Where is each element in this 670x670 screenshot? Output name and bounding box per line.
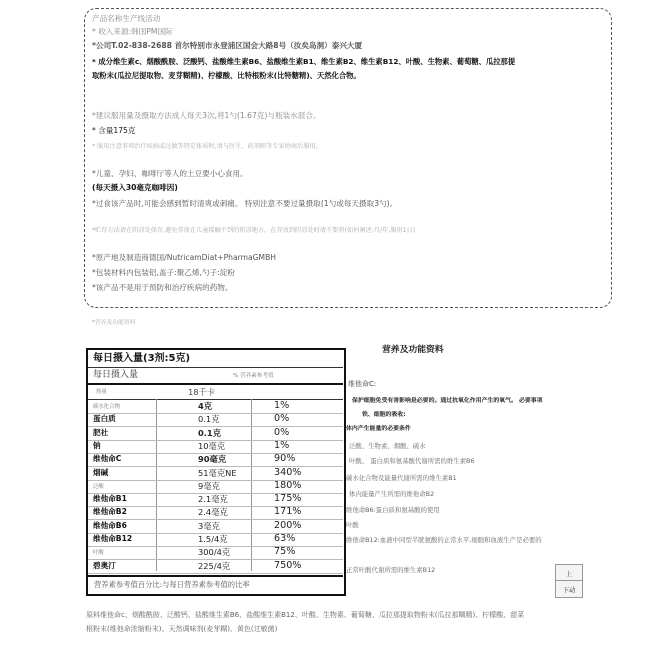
calories-value: 18千卡	[188, 387, 216, 397]
nutrient-amount: 3毫克	[198, 520, 220, 531]
nutrient-row	[88, 413, 343, 427]
nutrient-percent: 63%	[274, 533, 296, 544]
nutrient-percent: 750%	[274, 559, 302, 571]
nutrient-name: 维他命C	[93, 454, 122, 464]
company-info: *公司T.02-838-2688 首尔特别市永登浦区国会大路8号（汝矣岛洞）泰兴大厦	[92, 41, 363, 50]
vitc-label: 维他命C:	[348, 380, 377, 388]
nutrient-row	[88, 400, 343, 414]
function-line: 铁、细胞的吸收:	[362, 412, 406, 418]
nutrient-percent: 1%	[274, 439, 290, 451]
disclaimer-info: *该产品不是用于预防和治疗疾病的药物。	[92, 283, 233, 292]
product-info-box	[84, 8, 612, 308]
medicine-note: * 服用注意事项治疗疾病或过敏等特定体质时,请与医生、药剂师等专家协商后服用。	[92, 143, 322, 150]
nutrient-name: 钠	[93, 440, 101, 450]
nutrient-row	[88, 453, 343, 467]
table-footnote: 营养素参考值百分比:与每日营养素参考值的比率	[94, 580, 250, 589]
page-down-button[interactable]: 下动	[555, 580, 583, 598]
nutrient-row	[88, 427, 343, 441]
nutrient-percent: 0%	[274, 426, 290, 438]
nutrient-row	[88, 533, 343, 547]
nutrient-amount: 51毫克NE	[198, 467, 237, 478]
nutrient-amount: 300/4克	[198, 547, 231, 558]
nutrient-amount: 1.5/4克	[198, 534, 228, 544]
packaging-info: *包装材料内包装铝,盖子:聚乙烯,勺子:淀粉	[92, 268, 235, 277]
nutrient-name: 碳水化合物	[93, 404, 120, 410]
nutrient-amount: 225/4克	[198, 560, 231, 571]
nutrient-percent: 180%	[274, 479, 302, 491]
nutrient-percent: 0%	[274, 413, 290, 425]
nutrient-amount: 2.4毫克	[198, 507, 228, 518]
dosage-info: *建议服用量及摄取方法成人每天3次,将1勺(1.67克)与瓶装水混合。	[92, 111, 321, 120]
function-line: 维他命B12:血液中同型半胱氨酸的正常水平,细胞和血液生产是必要的	[346, 536, 542, 544]
nutrient-name: 蛋白质	[93, 414, 116, 424]
caffeine-info: (每天摄入30毫克咖啡因)	[92, 183, 178, 192]
nutrient-row	[88, 546, 343, 560]
nutrient-amount: 0.1克	[198, 427, 221, 438]
nutrient-amount: 10毫克	[198, 440, 226, 451]
nutrient-name: 维他命B12	[93, 534, 133, 543]
nutrient-amount: 90毫克	[198, 454, 227, 465]
content-info: * 含量175克	[92, 126, 136, 135]
nutrient-amount: 0.1克	[198, 414, 220, 425]
nutrient-amount: 9毫克	[198, 480, 220, 491]
nutrient-row	[88, 440, 343, 454]
function-line: 泛酸、生物素、烟酸、硫水	[349, 442, 426, 450]
product-name: 产品名称生产线活动	[92, 14, 161, 23]
nutrient-amount: 4克	[198, 401, 213, 411]
nutrient-row	[88, 467, 343, 481]
nutrient-percent: 175%	[274, 493, 302, 505]
nutrient-row	[88, 560, 343, 574]
nutrient-row	[88, 506, 343, 520]
nutrient-percent: 340%	[274, 466, 302, 478]
nutrient-name: 维他命B6	[93, 520, 127, 530]
ingredients-line-1: * 成分维生素c、烟酸酰胺、泛酸钙、盐酸维生素B6、盐酸维生素B1、维生素B2、维生素B12、叶酸、生物素、葡萄糖、瓜拉那提	[92, 57, 516, 66]
function-line: 体内能量产生所需的维他命B2	[349, 490, 435, 498]
nutrient-percent: 1%	[274, 400, 290, 411]
caution-info: *儿童、孕妇、咖啡厅等人的土豆要小心食用。	[92, 169, 248, 178]
function-line: 正常叶酸代谢所需的维生素B12	[346, 566, 436, 574]
pct-header: % 营养素参考值	[233, 373, 274, 379]
nutrient-name: 碧奥汀	[93, 560, 116, 570]
section-label: *营养及功能资料	[92, 320, 136, 326]
import-source: * 收入来源:韩国PM国际	[92, 27, 173, 36]
nutrient-name: 烟碱	[93, 467, 109, 477]
nutrient-row	[88, 480, 343, 494]
nutrient-row	[88, 493, 343, 507]
function-line: 碳水化合物及能量代谢所需的维生素B1	[346, 474, 457, 482]
nutrition-table	[86, 348, 346, 596]
table-subtitle: 每日摄入量	[93, 370, 139, 380]
nutrient-name: 维他命B2	[93, 507, 127, 517]
right-heading: 营养及功能资料	[382, 345, 444, 355]
function-line: 保护细胞免受有害影响是必要的。通过抗氧化作用产生的氧气。 必要事项	[352, 398, 543, 404]
nutrient-percent: 90%	[274, 453, 296, 465]
page-up-button[interactable]: 上	[555, 564, 583, 582]
table-title: 每日摄入量(3剂:5克)	[93, 353, 191, 364]
nutrient-row	[88, 520, 343, 534]
function-line: 维他命B6:蛋白质和氨基酸的使用	[346, 506, 440, 514]
nutrient-name: 维他命B1	[93, 494, 127, 504]
nutrient-percent: 171%	[274, 506, 302, 518]
nutrient-name: 肥社	[93, 427, 109, 437]
function-line: 叶酸、 蛋白质和氨基酸代谢所需的维生素B6	[349, 457, 475, 465]
calories-label: 热量	[96, 389, 107, 395]
sensitive-info: *过食该产品时,可能会感到暂时清爽或刺痛。 特别注意不要过量摄取(1勺或每天摄取3勺)。	[92, 199, 398, 208]
raw-materials-line-1: 原料维他命c、烟酸酰胺、泛酸钙、盐酸维生素B6、盐酸维生素B12、叶酸、生物素、葡萄糖、瓜拉那提取物粉末(瓜拉那糊精)、柠檬酸、甜菜	[86, 611, 525, 619]
ingredients-line-2: 取粉末(瓜拉尼提取物、麦芽糊精)、柠檬酸、比特根粉末(比特糖精)、天然化合物。	[92, 71, 361, 80]
raw-materials-line-2: 根粉末(维他命浓缩粉末)、天然调味剂(麦芽糊)、黄色(过敏菌)	[86, 625, 278, 633]
origin-info: *原产地及制造商德国/NutricamDiat+PharmaGMBH	[92, 253, 277, 262]
nutrient-percent: 200%	[274, 519, 302, 531]
nutrient-name: 泛酸	[93, 483, 104, 490]
nutrient-name: 叶酸	[93, 550, 104, 557]
nutrient-amount: 2.1毫克	[198, 494, 228, 505]
storage-info: *贮存方法请在阴凉处保存,避免存放在儿童接触不到的阴凉地方。在存放到阴凉处时请不要将(如何阐述:月/年,服用1日)	[92, 227, 416, 234]
function-line: 叶酸	[346, 521, 359, 529]
nutrient-percent: 75%	[274, 546, 296, 558]
function-line: 体内产生能量的必要条件	[346, 426, 411, 432]
